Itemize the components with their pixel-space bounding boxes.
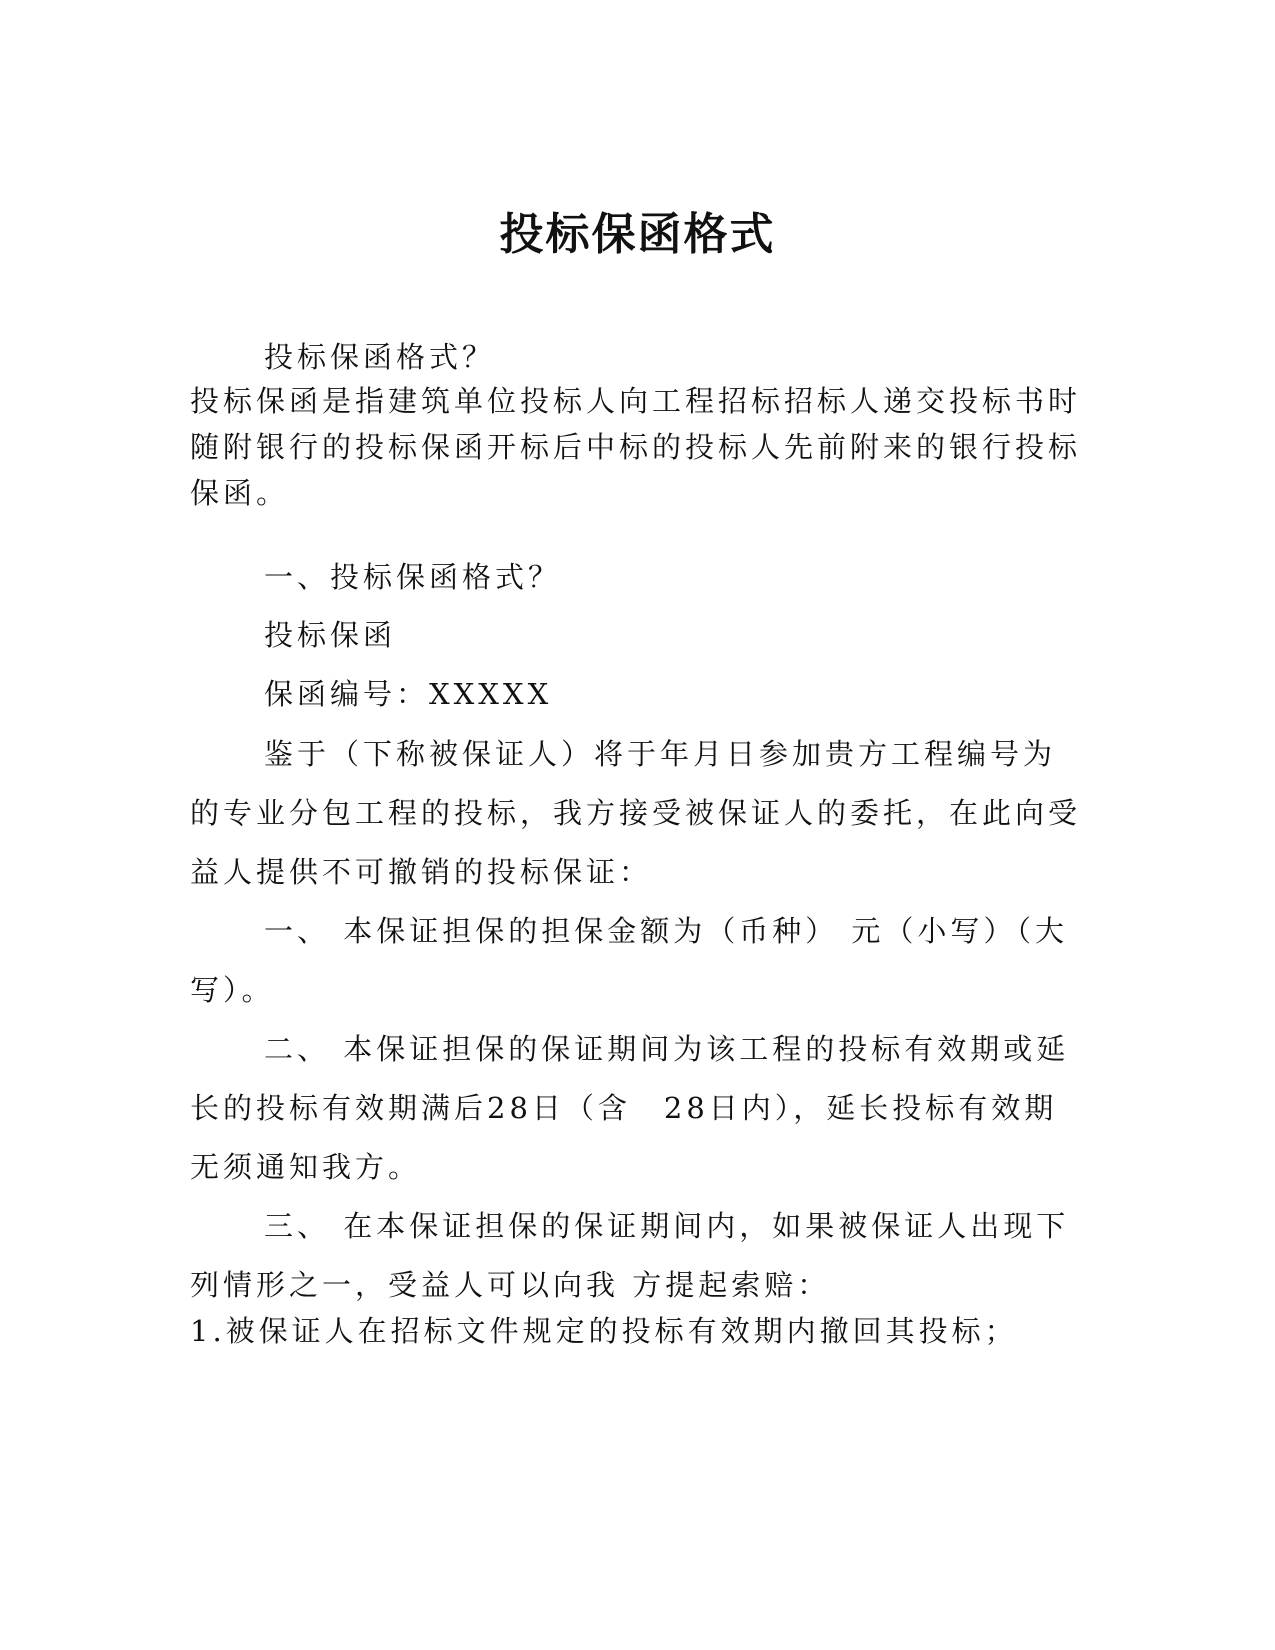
clause-line: 长的投标有效期满后28日（含 28日内），延长投标有效期 (190, 1091, 1058, 1125)
clause-line: 三、 在本保证担保的保证期间内，如果被保证人出现下 (264, 1209, 1070, 1243)
list-item: 1.被保证人在招标文件规定的投标有效期内撤回其投标； (190, 1314, 1018, 1348)
paragraph-line: 随附银行的投标保函开标后中标的投标人先前附来的银行投标 (190, 430, 1082, 464)
clause-line: 写）。 (190, 973, 275, 1007)
paragraph-line: 鉴于（下称被保证人）将于年月日参加贵方工程编号为 (264, 737, 1057, 771)
clause-line: 一、 本保证担保的担保金额为（币种） 元（小写）（大 (264, 914, 1068, 948)
paragraph-line: 的专业分包工程的投标，我方接受被保证人的委托，在此向受 (190, 796, 1082, 830)
section-heading: 一、投标保函格式？ (264, 560, 562, 594)
document-title: 投标保函格式 (499, 209, 776, 260)
clause-line: 二、 本保证担保的保证期间为该工程的投标有效期或延 (264, 1032, 1070, 1066)
paragraph-line: 投标保函是指建筑单位投标人向工程招标招标人递交投标书时 (190, 384, 1082, 418)
paragraph-line: 益人提供不可撤销的投标保证： (190, 855, 653, 889)
clause-line: 无须通知我方。 (190, 1150, 422, 1184)
paragraph-line: 保函。 (190, 476, 290, 510)
letter-number: 保函编号：XXXXX (264, 677, 553, 711)
clause-line: 列情形之一，受益人可以向我 方提起索赔： (190, 1268, 831, 1302)
letter-title: 投标保函 (264, 618, 397, 652)
intro-heading: 投标保函格式？ (264, 340, 496, 374)
